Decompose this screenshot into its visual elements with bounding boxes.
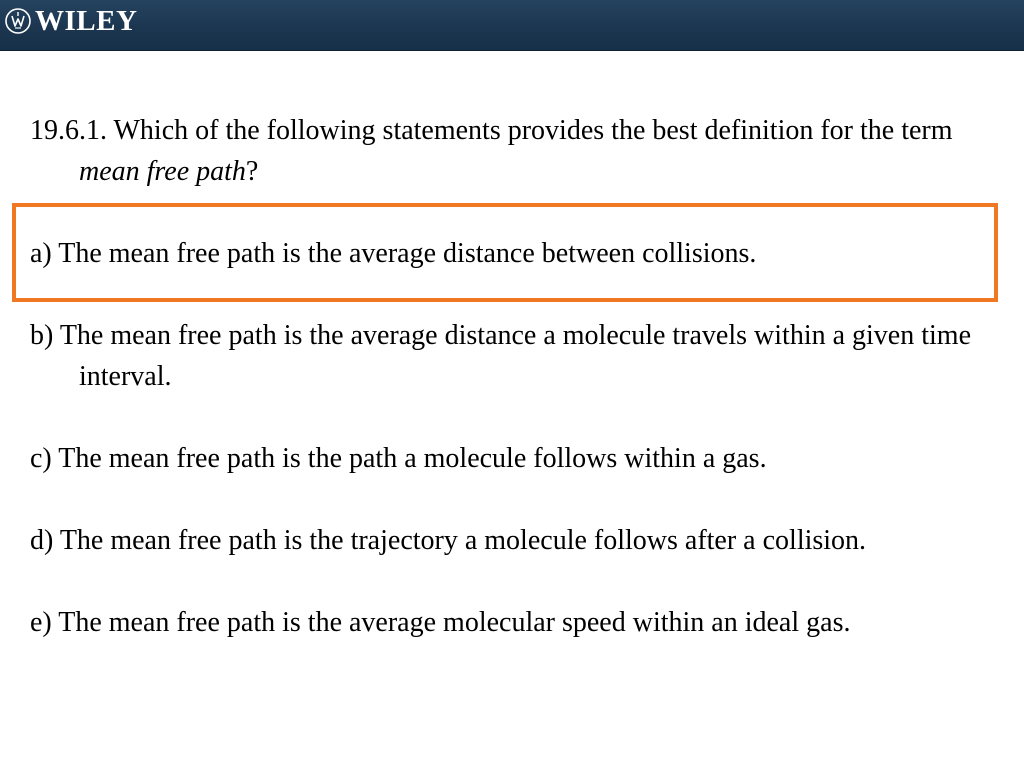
spacer: [30, 397, 1000, 438]
wiley-logo-text: WILEY: [35, 5, 138, 37]
option-b: b) The mean free path is the average distance a molecule travels within a given time interval.: [30, 320, 971, 392]
question-term: mean free path: [79, 156, 246, 187]
question-end: ?: [245, 156, 259, 187]
wiley-seal-icon: [4, 7, 32, 35]
question-content: [30, 110, 1000, 643]
question-text: [30, 110, 1000, 192]
option-e: e) The mean free path is the average molecular speed within an ideal gas.: [30, 607, 851, 638]
option-c: c) The mean free path is the path a molecule follows within a gas.: [30, 443, 767, 474]
header-bar: [0, 0, 1024, 51]
spacer: [30, 479, 1000, 520]
wiley-logo: [4, 3, 137, 39]
question-stem: 19.6.1. Which of the following statements provides the best definition for the term: [30, 115, 953, 146]
option-a: a) The mean free path is the average distance between collisions.: [30, 238, 757, 269]
spacer: [30, 561, 1000, 602]
option-d: d) The mean free path is the trajectory a molecule follows after a collision.: [30, 525, 867, 556]
answer-highlight-box: [12, 203, 998, 302]
